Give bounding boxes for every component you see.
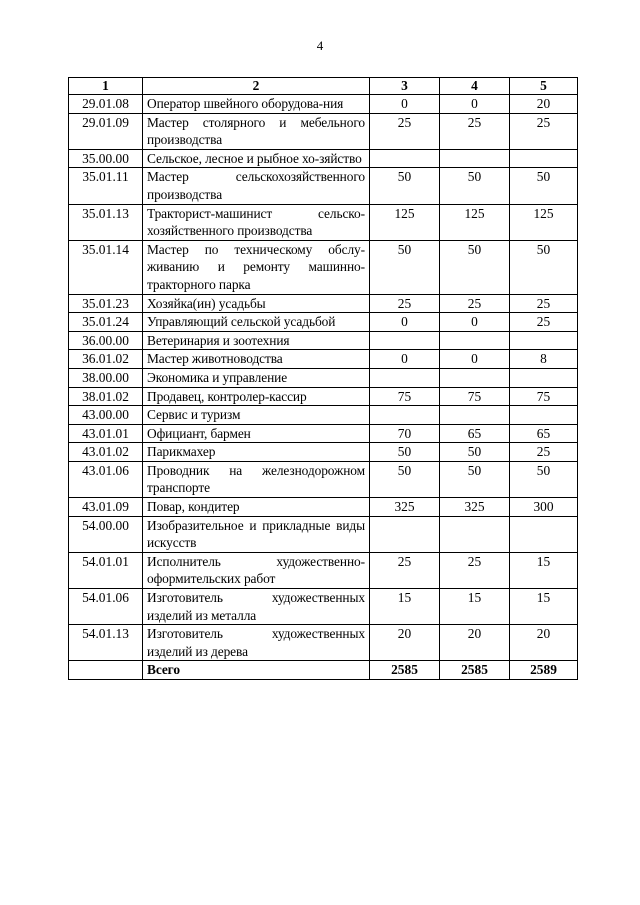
table-row [69, 368, 578, 387]
row-name: Официант, бармен [143, 424, 370, 443]
row-value-col3: 0 [370, 350, 440, 369]
table-row [69, 95, 578, 114]
row-code: 29.01.08 [69, 95, 143, 114]
row-value-col5: 2589 [510, 661, 578, 680]
row-name: Оператор швейного оборудова-ния [143, 95, 370, 114]
data-table [68, 77, 578, 680]
row-value-col3 [370, 331, 440, 350]
table-row [69, 240, 578, 294]
row-value-col5: 65 [510, 424, 578, 443]
row-code: 54.01.13 [69, 625, 143, 661]
row-value-col3: 20 [370, 625, 440, 661]
row-value-col4: 25 [440, 294, 510, 313]
row-name: Сервис и туризм [143, 406, 370, 425]
row-name: Изготовитель художественных изделий из металла [143, 589, 370, 625]
row-code: 43.01.01 [69, 424, 143, 443]
table-row [69, 313, 578, 332]
row-name: Исполнитель художественно-оформительских работ [143, 552, 370, 588]
row-value-col3: 0 [370, 313, 440, 332]
row-name: Хозяйка(ин) усадьбы [143, 294, 370, 313]
row-value-col5: 300 [510, 498, 578, 517]
table-row [69, 331, 578, 350]
row-name: Мастер столярного и мебельного производства [143, 113, 370, 149]
row-value-col4: 50 [440, 168, 510, 204]
table-row [69, 461, 578, 497]
row-value-col5: 25 [510, 313, 578, 332]
row-name: Ветеринария и зоотехния [143, 331, 370, 350]
row-code: 43.01.06 [69, 461, 143, 497]
row-name: Продавец, контролер-кассир [143, 387, 370, 406]
row-value-col3: 25 [370, 113, 440, 149]
row-code: 35.01.11 [69, 168, 143, 204]
row-name: Мастер по техническому обслу-живанию и ремонту машинно-тракторного парка [143, 240, 370, 294]
row-value-col3: 25 [370, 294, 440, 313]
row-code: 35.01.23 [69, 294, 143, 313]
row-value-col4: 25 [440, 113, 510, 149]
table-row [69, 294, 578, 313]
row-name: Изготовитель художественных изделий из дерева [143, 625, 370, 661]
row-value-col4: 50 [440, 240, 510, 294]
row-value-col3: 0 [370, 95, 440, 114]
row-value-col3: 2585 [370, 661, 440, 680]
row-value-col4 [440, 331, 510, 350]
row-value-col5: 20 [510, 625, 578, 661]
row-code: 29.01.09 [69, 113, 143, 149]
table-row [69, 424, 578, 443]
row-value-col5 [510, 406, 578, 425]
row-code: 35.01.13 [69, 204, 143, 240]
row-value-col5: 50 [510, 461, 578, 497]
row-code: 35.01.14 [69, 240, 143, 294]
row-value-col3: 25 [370, 552, 440, 588]
column-header: 4 [440, 78, 510, 95]
row-code: 43.01.02 [69, 443, 143, 462]
row-name: Повар, кондитер [143, 498, 370, 517]
row-value-col3 [370, 406, 440, 425]
row-value-col3: 325 [370, 498, 440, 517]
row-value-col5: 50 [510, 168, 578, 204]
row-value-col5: 20 [510, 95, 578, 114]
row-name: Проводник на железнодорожном транспорте [143, 461, 370, 497]
row-value-col3: 70 [370, 424, 440, 443]
row-name: Парикмахер [143, 443, 370, 462]
row-value-col5: 15 [510, 589, 578, 625]
row-code: 54.01.06 [69, 589, 143, 625]
page-number: 4 [316, 38, 324, 53]
table-row [69, 113, 578, 149]
row-value-col4 [440, 516, 510, 552]
row-value-col4: 20 [440, 625, 510, 661]
row-value-col5: 125 [510, 204, 578, 240]
row-value-col3: 50 [370, 168, 440, 204]
row-value-col3 [370, 149, 440, 168]
table-row [69, 406, 578, 425]
row-value-col5 [510, 516, 578, 552]
row-value-col4 [440, 368, 510, 387]
row-value-col4: 325 [440, 498, 510, 517]
row-value-col4: 0 [440, 313, 510, 332]
row-value-col3: 125 [370, 204, 440, 240]
row-value-col3: 50 [370, 240, 440, 294]
row-code: 43.00.00 [69, 406, 143, 425]
table-row [69, 443, 578, 462]
table-row [69, 552, 578, 588]
table-row [69, 350, 578, 369]
row-value-col4: 15 [440, 589, 510, 625]
table-header-row [69, 78, 578, 95]
row-name: Тракторист-машинист сельско-хозяйственного производства [143, 204, 370, 240]
row-value-col3: 50 [370, 443, 440, 462]
row-value-col4 [440, 149, 510, 168]
row-code: 54.00.00 [69, 516, 143, 552]
row-value-col4: 75 [440, 387, 510, 406]
row-value-col5: 15 [510, 552, 578, 588]
table-row [69, 168, 578, 204]
row-code: 38.00.00 [69, 368, 143, 387]
row-value-col4: 2585 [440, 661, 510, 680]
row-value-col4: 0 [440, 95, 510, 114]
row-code [69, 661, 143, 680]
column-header: 1 [69, 78, 143, 95]
table-row [69, 625, 578, 661]
row-value-col5 [510, 331, 578, 350]
row-value-col3: 75 [370, 387, 440, 406]
row-code: 54.01.01 [69, 552, 143, 588]
table-row [69, 204, 578, 240]
row-code: 35.00.00 [69, 149, 143, 168]
row-value-col5 [510, 368, 578, 387]
row-value-col3: 50 [370, 461, 440, 497]
total-row [69, 661, 578, 680]
row-value-col5: 8 [510, 350, 578, 369]
row-value-col5: 50 [510, 240, 578, 294]
row-name: Управляющий сельской усадьбой [143, 313, 370, 332]
row-name: Всего [143, 661, 370, 680]
row-value-col3: 15 [370, 589, 440, 625]
table-row [69, 387, 578, 406]
row-value-col4: 50 [440, 443, 510, 462]
row-name: Изобразительное и прикладные виды искусств [143, 516, 370, 552]
row-name: Мастер сельскохозяйственного производства [143, 168, 370, 204]
table-row [69, 149, 578, 168]
column-header: 3 [370, 78, 440, 95]
row-name: Мастер животноводства [143, 350, 370, 369]
row-value-col4: 65 [440, 424, 510, 443]
column-header: 5 [510, 78, 578, 95]
row-code: 43.01.09 [69, 498, 143, 517]
table-row [69, 589, 578, 625]
row-code: 35.01.24 [69, 313, 143, 332]
row-value-col4: 125 [440, 204, 510, 240]
row-value-col5: 25 [510, 443, 578, 462]
row-value-col5: 25 [510, 113, 578, 149]
table-body [69, 95, 578, 680]
row-value-col5: 25 [510, 294, 578, 313]
row-code: 36.01.02 [69, 350, 143, 369]
row-name: Сельское, лесное и рыбное хо-зяйство [143, 149, 370, 168]
row-value-col5 [510, 149, 578, 168]
table-row [69, 498, 578, 517]
row-code: 36.00.00 [69, 331, 143, 350]
row-name: Экономика и управление [143, 368, 370, 387]
row-value-col5: 75 [510, 387, 578, 406]
row-code: 38.01.02 [69, 387, 143, 406]
row-value-col3 [370, 516, 440, 552]
row-value-col4 [440, 406, 510, 425]
row-value-col4: 25 [440, 552, 510, 588]
row-value-col4: 50 [440, 461, 510, 497]
table-row [69, 516, 578, 552]
row-value-col4: 0 [440, 350, 510, 369]
row-value-col3 [370, 368, 440, 387]
column-header: 2 [143, 78, 370, 95]
